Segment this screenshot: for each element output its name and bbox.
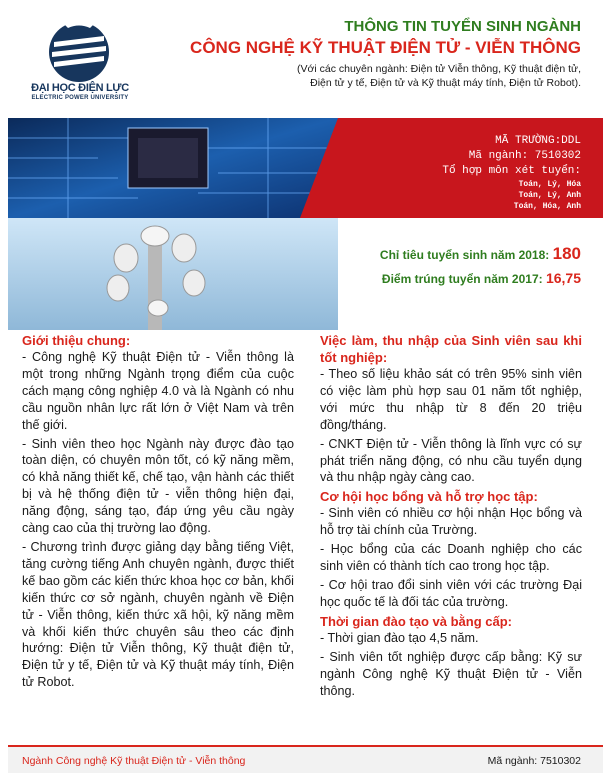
admission-info bbox=[442, 134, 581, 212]
quota-value: 180 bbox=[552, 244, 581, 263]
jobs-heading: Việc làm, thu nhập của Sinh viên sau khi tốt nghiệp: bbox=[320, 333, 582, 365]
combo-item: Toán, Hóa, Anh bbox=[513, 202, 581, 211]
intro-paragraph: - Công nghệ Kỹ thuật Điện tử - Viễn thông là một trong những Ngành trọng điểm của cuộc cách mạng công nghiệp 4.0 và là Ngành có nhu cầu nguồn nhân lực rất lớn ở Việt Nam và trên thế giới. bbox=[22, 350, 294, 432]
quota-line bbox=[380, 244, 581, 264]
scholarship-paragraph: - Học bổng của các Doanh nghiệp cho các sinh viên có thành tích cao trong học tập. bbox=[320, 542, 582, 574]
logo-subtext: ELECTRIC POWER UNIVERSITY bbox=[31, 95, 129, 101]
footer-accent-line bbox=[8, 745, 603, 747]
duration-heading: Thời gian đào tạo và bằng cấp: bbox=[320, 613, 512, 629]
score-value: 16,75 bbox=[545, 270, 581, 286]
combo-item: Toán, Lý, Anh bbox=[518, 191, 581, 200]
duration-paragraph: - Sinh viên tốt nghiệp được cấp bằng: Kỹ sư ngành Công nghệ Kỹ thuật Điện tử - Viễn thông. bbox=[320, 649, 582, 698]
right-column bbox=[320, 332, 582, 701]
footer-major-code: Mã ngành: 7510302 bbox=[487, 755, 581, 767]
scholarship-heading: Cơ hội học bổng và hỗ trợ học tập: bbox=[320, 489, 538, 505]
header-subtitle bbox=[221, 62, 581, 90]
combo-label: Tổ hợp môn xét tuyển: bbox=[442, 165, 581, 177]
logo-emblem-icon bbox=[49, 21, 109, 82]
footer-major-name: Ngành Công nghệ Kỹ thuật Điện tử - Viễn thông bbox=[22, 755, 246, 767]
left-column bbox=[22, 332, 294, 693]
header-title-line2: CÔNG NGHỆ KỸ THUẬT ĐIỆN TỬ - VIỄN THÔNG bbox=[190, 38, 581, 57]
score-line bbox=[382, 270, 581, 286]
score-label: Điểm trúng tuyển năm 2017: bbox=[381, 272, 546, 286]
intro-heading: Giới thiệu chung: bbox=[22, 333, 131, 348]
scholarship-paragraph: - Sinh viên có nhiều cơ hội nhận Học bổng và hỗ trợ tài chính của Trường. bbox=[320, 506, 582, 538]
duration-paragraph: - Thời gian đào tạo 4,5 năm. bbox=[320, 630, 479, 645]
school-code: MÃ TRƯỜNG:DDL bbox=[495, 135, 581, 147]
combo-item: Toán, Lý, Hóa bbox=[518, 180, 581, 189]
intro-paragraph: - Chương trình được giảng dạy bằng tiếng Việt, tăng cường tiếng Anh chuyên ngành, được thiết kế bao gồm các kiến thức khoa học cơ bản, khối kiến thức cơ sở ngành, chuyên ngành về Điện tử - Viễn thông, kiến thức xã hội, kỹ năng mềm và khối kiến thức chuyên sâu theo các định hướng: Điện tử Viễn thông, Kỹ thuật điện tử, Điện tử y tế, Điện tử và Kỹ thuật máy tính, Điện tử Robot. bbox=[22, 539, 294, 690]
jobs-paragraph: - Theo số liệu khảo sát có trên 95% sinh viên có việc làm phù hợp sau 01 năm tốt nghiệp, với mức thu nhập từ 8 đến 20 triệu đồng/tháng. bbox=[320, 367, 582, 432]
logo-text: ĐẠI HỌC ĐIỆN LỰC bbox=[31, 82, 129, 94]
subtitle-line2: Điện tử y tế, Điện tử và Kỹ thuật máy tính, Điện tử Robot). bbox=[310, 77, 581, 89]
header-title-line1: THÔNG TIN TUYỂN SINH NGÀNH bbox=[344, 18, 581, 35]
subtitle-line1: (Với các chuyên ngành: Điện tử Viễn thông, Kỹ thuật điện tử, bbox=[296, 63, 581, 75]
major-code: Mã ngành: 7510302 bbox=[468, 150, 581, 162]
banner-photo bbox=[8, 118, 338, 330]
jobs-paragraph: - CNKT Điện tử - Viễn thông là lĩnh vực có sự phát triển năng động, có nhu cầu tuyển dụng và thu nhập ngày càng cao. bbox=[320, 436, 582, 485]
quota-label: Chỉ tiêu tuyển sinh năm 2018: bbox=[379, 248, 553, 262]
scholarship-paragraph: - Cơ hội trao đổi sinh viên với các trường Đại học quốc tế là đối tác của trường. bbox=[320, 577, 582, 609]
intro-paragraph: - Sinh viên theo học Ngành này được đào tạo toàn diện, có chuyên môn tốt, có kỹ năng mềm, có khả năng thiết kế, chế tạo, vận hành các thiết bị và hệ thống điện tử - viễn thông hiện đại, năng động, sáng tạo, đáp ứng yêu cầu ngày càng cao của thị trường lao động. bbox=[22, 436, 294, 536]
